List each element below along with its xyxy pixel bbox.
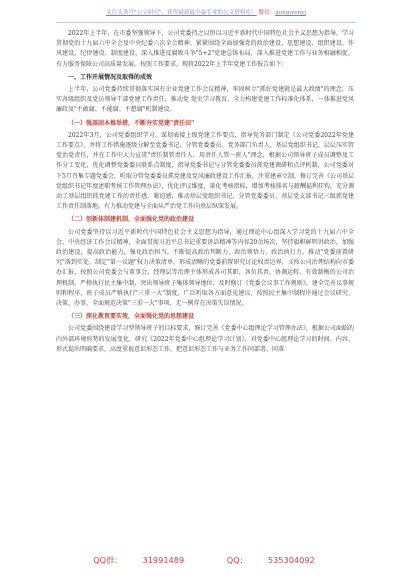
wechat-id: gongwenyj (275, 10, 306, 16)
document-body (56, 29, 354, 355)
qq-number: 535304092 (267, 555, 315, 565)
section-1-title: 一、工作开展情况及取得的成效 (68, 73, 153, 81)
wechat-label: 微信： (258, 10, 276, 16)
subsection-3-body: 公司党委围绕建设学习型领导班子的目标要求，修订完善《党委中心组理论学习管理办法》，根据公司面临的内外部环境形势的发展变化，研究《2022年党委中心组理论学习计划》，对党委中心组理论学习的时间、内容、形式提出明确要求，高度重视意识形态工作，把意识形态工作与业务工作同部署、同落 (56, 325, 354, 353)
subsection-3-title: （三）深化教育要实效，全面强化党的思想建设 (68, 313, 195, 321)
header-notice[interactable]: 关注头条号"公文研究"，获得最新最全最专业的公文资料库！ (106, 10, 257, 16)
intro-paragraph: 2022年上半年，在市委坚强领导下，公司党委持之以恒以习近平新时代中国特色社会主义思想为指导，学习贯彻党的十九届六中全会及中央纪委六次全会精神，紧紧围绕全面加强党的政治建设、思想建设、组织建设、作风建设、纪律建设、制度建设，深入推进反腐败斗争"5+2"党建总体布局，深入推进党建工作与业务相融相促，有力服务保障公司高质量发展。按照工作要求，现将2022年上半年党建工作报告如下： (56, 30, 354, 68)
section-1-intro: 上半年，公司党委持续贯彻落实国有企业党建工作会议精神，牢固树立"抓好党建就是最大政绩"的理念，压实各级组织及党员领导干部党建工作责任，推动党 党史学习教育，全力构建党建工作标准化体系，一体推进党风廉政及"不敢腐、不能腐、不想腐"机制建设。 (56, 86, 354, 114)
page-footer (0, 555, 408, 566)
qq-contact (217, 555, 325, 565)
subsection-2-body: 公司党委坚持以习近平新时代中国特色社会主义思想为指导，通过理论中心组深入学习党的十九届六中全会、中央经济工作会议精神，全面贯彻习近平总书记重要讲话精神等内容20余场次，坚持旗帜鲜明讲政治，加强政治建设，提高政治能力，强化政治担当。不断提高政治判断力、政治领悟力、政治执行力。推动"党委前置研究"落到实处，制定"第一议题"权力决策清单，形成清晰的党委前置研究讨论权责边界，又按公司治理结构向市委办汇报，按照公司党委会与董事会、经理层等治理主体形成各司其职、各负其责、协调运转、有效制衡的公司治理机制。严格执行民主集中制，突出领导班子集体领导地位，及时修订《党委会议事工作规则》，建全完善议事规则和程序，班子成员严格执行"三重一大"制度，广泛听取各方面意见建议，按照民主集中制程序通过会议研究、决策、办事，全面规范决策"三重一大"事项，无一例存在决策失误情况。 (56, 228, 354, 308)
qq-label: QQ： (226, 555, 248, 565)
subsection-1-title: （一）强基固本推举措，不断夯实党建"责任田" (68, 119, 195, 127)
qq-group-number: 31991489 (142, 555, 185, 565)
subsection-2-title: （二）创新体制建机制，全面强化党的政治建设 (68, 216, 195, 224)
qq-group (83, 555, 194, 565)
qq-group-label: QQ群： (93, 555, 123, 565)
page-header (56, 9, 356, 17)
subsection-1-body: 2022年3月，公司党委组织学习、谋划表接上级党建工作要点，指导党务部门制定《公司党委2022年党建工作要点》，并将工作措施逐级分解至党委书记、分管党委委员、党务部门负责人、基层党组织书记，层层压实管党治党责任，并在工作中大力宣贯"责任制管责任人、用责任人管一班人"理念，根据公司领导班子成员调整及工作分工变化，优化调整党委委员联系点制度，指导党委书记与分管党委委员抓党建调研和点评机制，公司党委对下5月召集专题党委会，听取分管党委委员抓党建及党风廉政建设工作汇报，注重建章立制，修订完善《公司基层党组织书记年度述职考核工作管理办法》，优化评议维度，量化考核指标，增加考核排名与薪酬福利挂钩，充分调动了基层组织抓党建工作的责任感、紧迫感，推动基层党组织书记、分管党委委员、基层党支部书记三级抓党建工作责任制落地，有力推动党建与全面从严治党工作向基层纵深发展。 (56, 131, 354, 211)
header-divider (56, 22, 356, 23)
